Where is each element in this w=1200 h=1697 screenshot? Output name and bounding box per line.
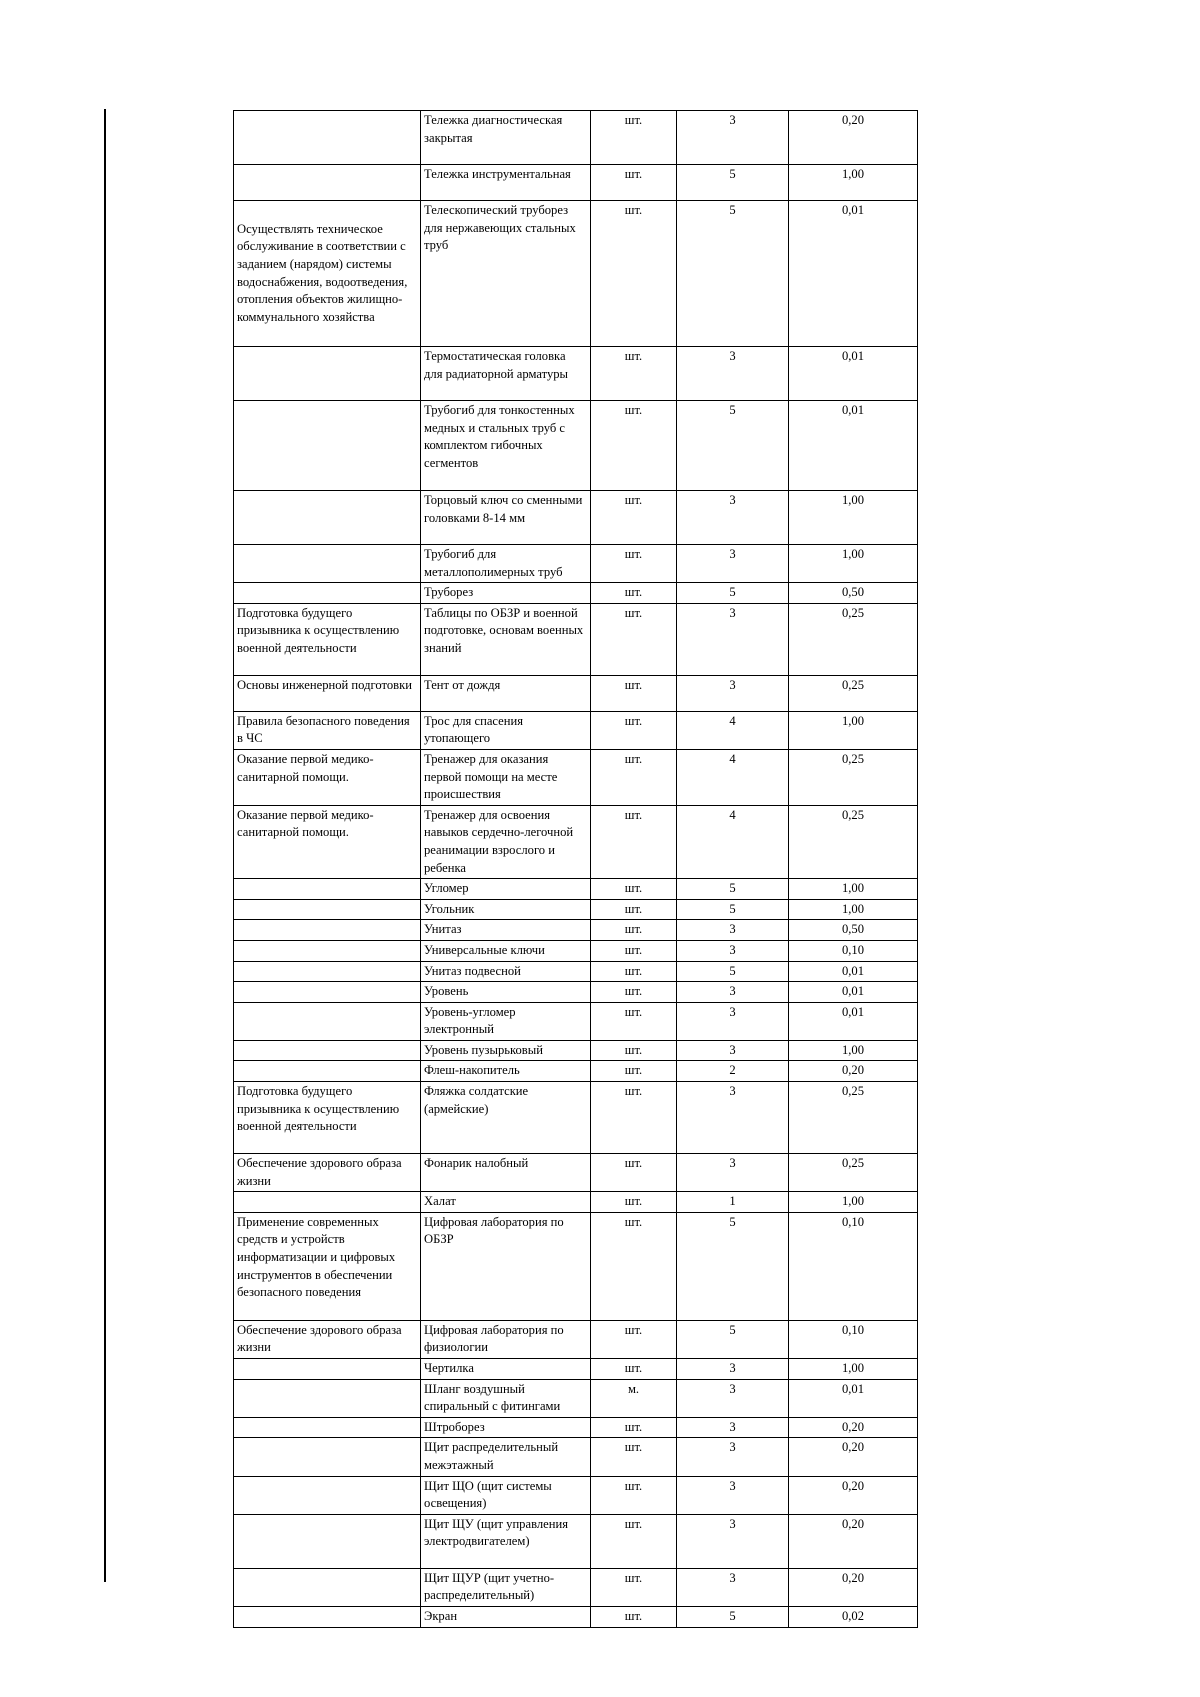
table-row — [234, 1359, 918, 1380]
unit-cell: шт. — [591, 1568, 677, 1606]
coefficient-cell: 0,20 — [789, 1476, 918, 1514]
activity-cell — [234, 1476, 421, 1514]
unit-cell: шт. — [591, 1002, 677, 1040]
unit-cell: шт. — [591, 1212, 677, 1320]
quantity-cell: 3 — [677, 347, 789, 401]
activity-cell — [234, 982, 421, 1003]
activity-cell — [234, 1359, 421, 1380]
margin-line — [104, 109, 106, 1582]
quantity-cell: 5 — [677, 1320, 789, 1358]
item-name-cell: Тент от дождя — [421, 675, 591, 711]
coefficient-cell: 1,00 — [789, 1040, 918, 1061]
coefficient-cell: 1,00 — [789, 165, 918, 201]
coefficient-cell: 0,25 — [789, 675, 918, 711]
unit-cell: шт. — [591, 1359, 677, 1380]
unit-cell: шт. — [591, 1192, 677, 1213]
coefficient-cell: 0,10 — [789, 940, 918, 961]
coefficient-cell: 0,01 — [789, 982, 918, 1003]
activity-cell — [234, 920, 421, 941]
activity-cell: Подготовка будущего призывника к осуществлению военной деятельности — [234, 1082, 421, 1154]
table-row — [234, 347, 918, 401]
activity-cell — [234, 879, 421, 900]
unit-cell: шт. — [591, 111, 677, 165]
coefficient-cell: 0,01 — [789, 401, 918, 491]
quantity-cell: 5 — [677, 899, 789, 920]
coefficient-cell: 0,25 — [789, 1082, 918, 1154]
quantity-cell: 3 — [677, 491, 789, 545]
activity-cell — [234, 1002, 421, 1040]
item-name-cell: Унитаз — [421, 920, 591, 941]
equipment-table — [233, 110, 918, 1628]
unit-cell: шт. — [591, 603, 677, 675]
quantity-cell: 3 — [677, 1379, 789, 1417]
table-row — [234, 401, 918, 491]
coefficient-cell: 0,25 — [789, 603, 918, 675]
item-name-cell: Чертилка — [421, 1359, 591, 1380]
table-row — [234, 1082, 918, 1154]
table-row — [234, 583, 918, 604]
item-name-cell: Унитаз подвесной — [421, 961, 591, 982]
quantity-cell: 5 — [677, 1606, 789, 1627]
table-row — [234, 1417, 918, 1438]
item-name-cell: Флеш-накопитель — [421, 1061, 591, 1082]
activity-cell — [234, 347, 421, 401]
activity-cell — [234, 1379, 421, 1417]
coefficient-cell: 1,00 — [789, 879, 918, 900]
coefficient-cell: 1,00 — [789, 545, 918, 583]
item-name-cell: Халат — [421, 1192, 591, 1213]
table-row — [234, 879, 918, 900]
table-row — [234, 899, 918, 920]
quantity-cell: 4 — [677, 711, 789, 749]
coefficient-cell: 1,00 — [789, 1192, 918, 1213]
coefficient-cell: 0,20 — [789, 1438, 918, 1476]
coefficient-cell: 0,20 — [789, 1514, 918, 1568]
unit-cell: шт. — [591, 545, 677, 583]
coefficient-cell: 0,25 — [789, 1154, 918, 1192]
activity-cell — [234, 545, 421, 583]
quantity-cell: 4 — [677, 805, 789, 878]
item-name-cell: Фляжка солдатские (армейские) — [421, 1082, 591, 1154]
unit-cell: шт. — [591, 347, 677, 401]
coefficient-cell: 0,25 — [789, 805, 918, 878]
quantity-cell: 5 — [677, 583, 789, 604]
unit-cell: шт. — [591, 1606, 677, 1627]
quantity-cell: 5 — [677, 879, 789, 900]
coefficient-cell: 0,50 — [789, 583, 918, 604]
table-row — [234, 603, 918, 675]
item-name-cell: Экран — [421, 1606, 591, 1627]
quantity-cell: 3 — [677, 1040, 789, 1061]
quantity-cell: 3 — [677, 545, 789, 583]
coefficient-cell: 1,00 — [789, 711, 918, 749]
table-row — [234, 1192, 918, 1213]
activity-cell: Правила безопасного поведения в ЧС — [234, 711, 421, 749]
activity-cell: Оказание первой медико-санитарной помощи. — [234, 749, 421, 805]
activity-cell — [234, 583, 421, 604]
activity-cell: Основы инженерной подготовки — [234, 675, 421, 711]
table-row — [234, 111, 918, 165]
unit-cell: м. — [591, 1379, 677, 1417]
unit-cell: шт. — [591, 961, 677, 982]
coefficient-cell: 0,02 — [789, 1606, 918, 1627]
activity-cell: Обеспечение здорового образа жизни — [234, 1154, 421, 1192]
coefficient-cell: 0,50 — [789, 920, 918, 941]
coefficient-cell: 1,00 — [789, 899, 918, 920]
coefficient-cell: 0,01 — [789, 201, 918, 347]
coefficient-cell: 0,20 — [789, 1417, 918, 1438]
item-name-cell: Телескопический труборез для нержавеющих стальных труб — [421, 201, 591, 347]
table-row — [234, 1476, 918, 1514]
activity-cell — [234, 1438, 421, 1476]
table-row — [234, 1154, 918, 1192]
item-name-cell: Тележка инструментальная — [421, 165, 591, 201]
coefficient-cell: 0,01 — [789, 961, 918, 982]
quantity-cell: 1 — [677, 1192, 789, 1213]
table-row — [234, 1040, 918, 1061]
unit-cell: шт. — [591, 1320, 677, 1358]
item-name-cell: Угольник — [421, 899, 591, 920]
item-name-cell: Шланг воздушный спиральный с фитингами — [421, 1379, 591, 1417]
unit-cell: шт. — [591, 1514, 677, 1568]
unit-cell: шт. — [591, 1061, 677, 1082]
unit-cell: шт. — [591, 583, 677, 604]
table-row — [234, 1379, 918, 1417]
unit-cell: шт. — [591, 675, 677, 711]
item-name-cell: Тележка диагностическая закрытая — [421, 111, 591, 165]
item-name-cell: Трос для спасения утопающего — [421, 711, 591, 749]
unit-cell: шт. — [591, 491, 677, 545]
unit-cell: шт. — [591, 711, 677, 749]
unit-cell: шт. — [591, 879, 677, 900]
quantity-cell: 3 — [677, 1154, 789, 1192]
item-name-cell: Труборез — [421, 583, 591, 604]
item-name-cell: Щит ЩО (щит системы освещения) — [421, 1476, 591, 1514]
item-name-cell: Уровень пузырьковый — [421, 1040, 591, 1061]
quantity-cell: 3 — [677, 1476, 789, 1514]
unit-cell: шт. — [591, 165, 677, 201]
unit-cell: шт. — [591, 805, 677, 878]
item-name-cell: Торцовый ключ со сменными головками 8-14 мм — [421, 491, 591, 545]
unit-cell: шт. — [591, 749, 677, 805]
coefficient-cell: 0,20 — [789, 111, 918, 165]
quantity-cell: 3 — [677, 1568, 789, 1606]
quantity-cell: 3 — [677, 920, 789, 941]
activity-cell: Обеспечение здорового образа жизни — [234, 1320, 421, 1358]
quantity-cell: 3 — [677, 1002, 789, 1040]
quantity-cell: 3 — [677, 1417, 789, 1438]
activity-cell — [234, 1040, 421, 1061]
quantity-cell: 5 — [677, 165, 789, 201]
table-row — [234, 749, 918, 805]
activity-cell — [234, 899, 421, 920]
item-name-cell: Универсальные ключи — [421, 940, 591, 961]
activity-cell — [234, 961, 421, 982]
item-name-cell: Щит распределительный межэтажный — [421, 1438, 591, 1476]
table-row — [234, 675, 918, 711]
table-row — [234, 1212, 918, 1320]
item-name-cell: Уровень — [421, 982, 591, 1003]
table-row — [234, 201, 918, 347]
coefficient-cell: 0,10 — [789, 1320, 918, 1358]
quantity-cell: 3 — [677, 1082, 789, 1154]
table-row — [234, 545, 918, 583]
unit-cell: шт. — [591, 401, 677, 491]
item-name-cell: Таблицы по ОБЗР и военной подготовке, основам военных знаний — [421, 603, 591, 675]
activity-cell — [234, 1606, 421, 1627]
quantity-cell: 5 — [677, 961, 789, 982]
table-row — [234, 491, 918, 545]
table-row — [234, 1568, 918, 1606]
activity-cell — [234, 940, 421, 961]
unit-cell: шт. — [591, 1040, 677, 1061]
table-row — [234, 1061, 918, 1082]
quantity-cell: 5 — [677, 1212, 789, 1320]
quantity-cell: 5 — [677, 201, 789, 347]
activity-cell: Осуществлять техническое обслуживание в соответствии с заданием (нарядом) системы водоснабжения, водоотведения, отопления объектов жилищно-коммунального хозяйства — [234, 201, 421, 347]
unit-cell: шт. — [591, 1154, 677, 1192]
item-name-cell: Штроборез — [421, 1417, 591, 1438]
item-name-cell: Тренажер для оказания первой помощи на месте происшествия — [421, 749, 591, 805]
coefficient-cell: 0,01 — [789, 347, 918, 401]
coefficient-cell: 0,01 — [789, 1002, 918, 1040]
unit-cell: шт. — [591, 920, 677, 941]
table-row — [234, 920, 918, 941]
quantity-cell: 3 — [677, 111, 789, 165]
coefficient-cell: 1,00 — [789, 1359, 918, 1380]
activity-cell — [234, 1514, 421, 1568]
item-name-cell: Уровень-угломер электронный — [421, 1002, 591, 1040]
unit-cell: шт. — [591, 940, 677, 961]
activity-cell — [234, 1568, 421, 1606]
item-name-cell: Термостатическая головка для радиаторной арматуры — [421, 347, 591, 401]
table-row — [234, 1606, 918, 1627]
coefficient-cell: 0,10 — [789, 1212, 918, 1320]
item-name-cell: Цифровая лаборатория по физиологии — [421, 1320, 591, 1358]
table-row — [234, 940, 918, 961]
quantity-cell: 3 — [677, 940, 789, 961]
table-row — [234, 1002, 918, 1040]
table-row — [234, 711, 918, 749]
item-name-cell: Тренажер для освоения навыков сердечно-легочной реанимации взрослого и ребенка — [421, 805, 591, 878]
quantity-cell: 3 — [677, 675, 789, 711]
quantity-cell: 5 — [677, 401, 789, 491]
table-row — [234, 961, 918, 982]
activity-cell — [234, 491, 421, 545]
coefficient-cell: 0,25 — [789, 749, 918, 805]
unit-cell: шт. — [591, 1417, 677, 1438]
quantity-cell: 3 — [677, 982, 789, 1003]
coefficient-cell: 0,20 — [789, 1568, 918, 1606]
coefficient-cell: 0,20 — [789, 1061, 918, 1082]
table-row — [234, 805, 918, 878]
quantity-cell: 3 — [677, 1514, 789, 1568]
activity-cell — [234, 111, 421, 165]
quantity-cell: 3 — [677, 1359, 789, 1380]
unit-cell: шт. — [591, 1476, 677, 1514]
quantity-cell: 3 — [677, 603, 789, 675]
activity-cell — [234, 1061, 421, 1082]
unit-cell: шт. — [591, 201, 677, 347]
item-name-cell: Трубогиб для тонкостенных медных и стальных труб с комплектом гибочных сегментов — [421, 401, 591, 491]
unit-cell: шт. — [591, 1082, 677, 1154]
table-row — [234, 1438, 918, 1476]
item-name-cell: Угломер — [421, 879, 591, 900]
item-name-cell: Трубогиб для металлополимерных труб — [421, 545, 591, 583]
table-row — [234, 1320, 918, 1358]
unit-cell: шт. — [591, 899, 677, 920]
activity-cell: Подготовка будущего призывника к осуществлению военной деятельности — [234, 603, 421, 675]
item-name-cell: Цифровая лаборатория по ОБЗР — [421, 1212, 591, 1320]
table-row — [234, 982, 918, 1003]
item-name-cell: Фонарик налобный — [421, 1154, 591, 1192]
coefficient-cell: 1,00 — [789, 491, 918, 545]
activity-cell — [234, 1192, 421, 1213]
quantity-cell: 4 — [677, 749, 789, 805]
activity-cell — [234, 165, 421, 201]
activity-cell — [234, 401, 421, 491]
quantity-cell: 2 — [677, 1061, 789, 1082]
quantity-cell: 3 — [677, 1438, 789, 1476]
activity-cell: Оказание первой медико-санитарной помощи. — [234, 805, 421, 878]
table-row — [234, 1514, 918, 1568]
item-name-cell: Щит ЩУР (щит учетно-распределительный) — [421, 1568, 591, 1606]
table-row — [234, 165, 918, 201]
activity-cell: Применение современных средств и устройств информатизации и цифровых инструментов в обеспечении безопасного поведения — [234, 1212, 421, 1320]
activity-cell — [234, 1417, 421, 1438]
unit-cell: шт. — [591, 1438, 677, 1476]
item-name-cell: Щит ЩУ (щит управления электродвигателем) — [421, 1514, 591, 1568]
unit-cell: шт. — [591, 982, 677, 1003]
equipment-table-body — [234, 111, 918, 1628]
coefficient-cell: 0,01 — [789, 1379, 918, 1417]
